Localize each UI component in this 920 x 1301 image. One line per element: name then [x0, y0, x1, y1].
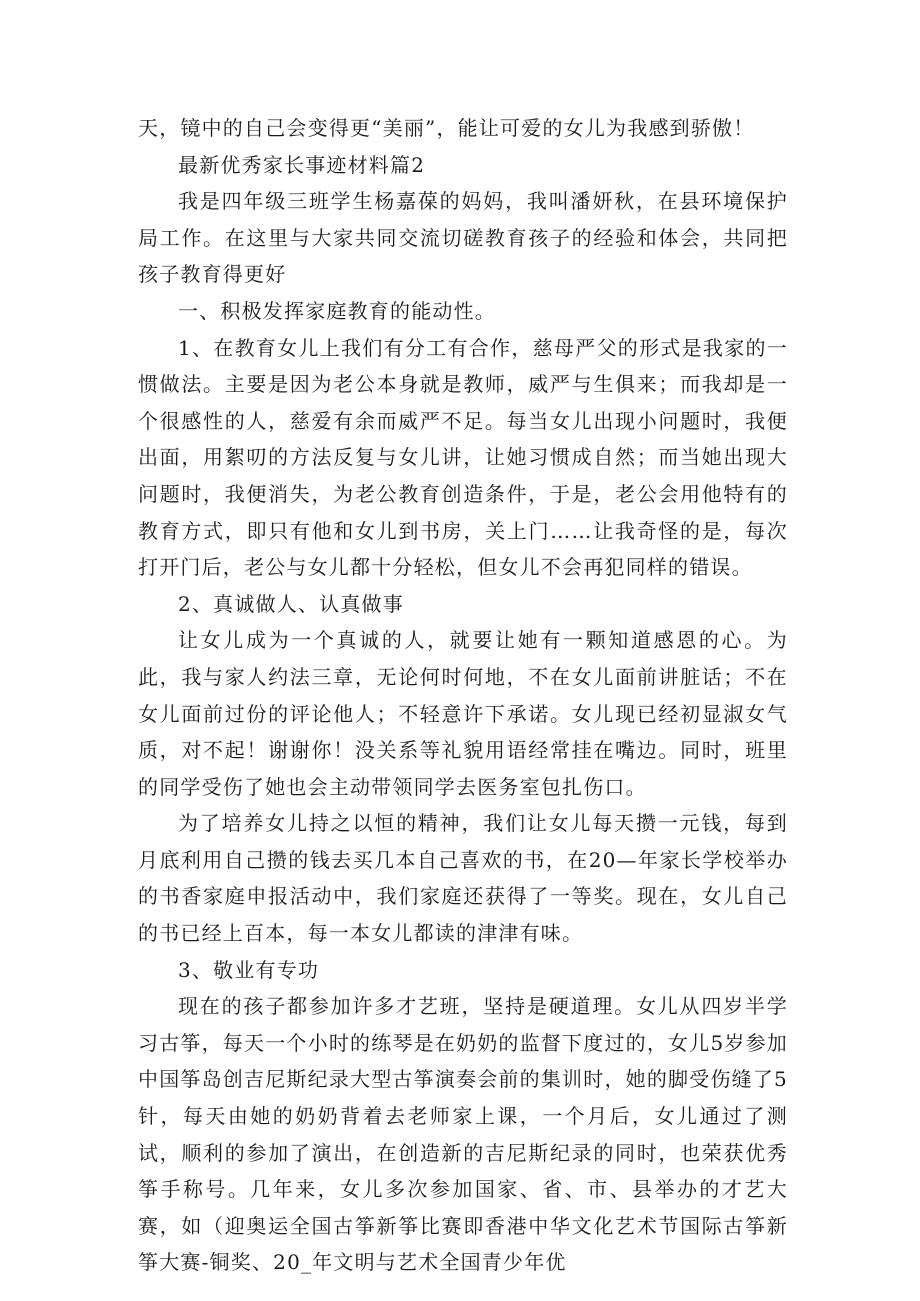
paragraph-intro: 我是四年级三班学生杨嘉葆的妈妈，我叫潘妍秋，在县环境保护局工作。在这里与大家共同交流切磋教育孩子的经验和体会，共同把孩子教育得更好	[138, 189, 788, 287]
paragraph-perseverance: 为了培养女儿持之以恒的精神，我们让女儿每天攒一元钱，每到月底利用自己攒的钱去买几本自己喜欢的书，在20—年家长学校举办的书香家庭申报活动中，我们家庭还获得了一等奖。现在，女儿自己的书已经上百本，每一本女儿都读的津津有味。	[138, 811, 788, 946]
heading-one: 一、积极发挥家庭教育的能动性。	[178, 298, 496, 323]
paragraph-continuation: 天，镜中的自己会变得更“美丽”，能让可爱的女儿为我感到骄傲！	[138, 116, 755, 140]
paragraph-talent: 现在的孩子都参加许多才艺班，坚持是硬道理。女儿从四岁半学习古筝，每天一个小时的练琴是在奶奶的监督下度过的，女儿5岁参加中国筝岛创吉尼斯纪录大型古筝演奏会前的集训时，她的脚受伤缝了5针，每天由她的奶奶背着去老师家上课，一个月后，女儿通过了测试，顺利的参加了演出，在创造新的吉尼斯纪录的同时，也荣获优秀筝手称号。几年来，女儿多次参加国家、省、市、县举办的才艺大赛，如（迎奥运全国古筝新筝比赛即香港中华文化艺术节国际古筝新筝大赛-铜奖、20_年文明与艺术全国青少年优	[138, 994, 788, 1275]
section-title: 最新优秀家长事迹材料篇2	[178, 152, 426, 177]
document-body	[138, 110, 788, 1281]
paragraph-sincerity: 让女儿成为一个真诚的人，就要让她有一颗知道感恩的心。为此，我与家人约法三章，无论何时何地，不在女儿面前讲脏话；不在女儿面前过份的评论他人；不轻意许下承诺。女儿现已经初显淑女气质，对不起！谢谢你！没关系等礼貌用语经常挂在嘴边。同时，班里的同学受伤了她也会主动带领同学去医务室包扎伤口。	[138, 628, 788, 799]
paragraph-division-of-labor: 1、在教育女儿上我们有分工有合作，慈母严父的形式是我家的一惯做法。主要是因为老公本身就是教师，威严与生俱来；而我却是一个很感性的人，慈爱有余而威严不足。每当女儿出现小问题时，我便出面，用絮叨的方法反复与女儿讲，让她习惯成自然；而当她出现大问题时，我便消失，为老公教育创造条件，于是，老公会用他特有的教育方式，即只有他和女儿到书房，关上门……让我奇怪的是，每次打开门后，老公与女儿都十分轻松，但女儿不会再犯同样的错误。	[138, 335, 788, 580]
heading-two: 2、真诚做人、认真做事	[178, 591, 404, 616]
heading-three: 3、敬业有专功	[178, 957, 320, 982]
